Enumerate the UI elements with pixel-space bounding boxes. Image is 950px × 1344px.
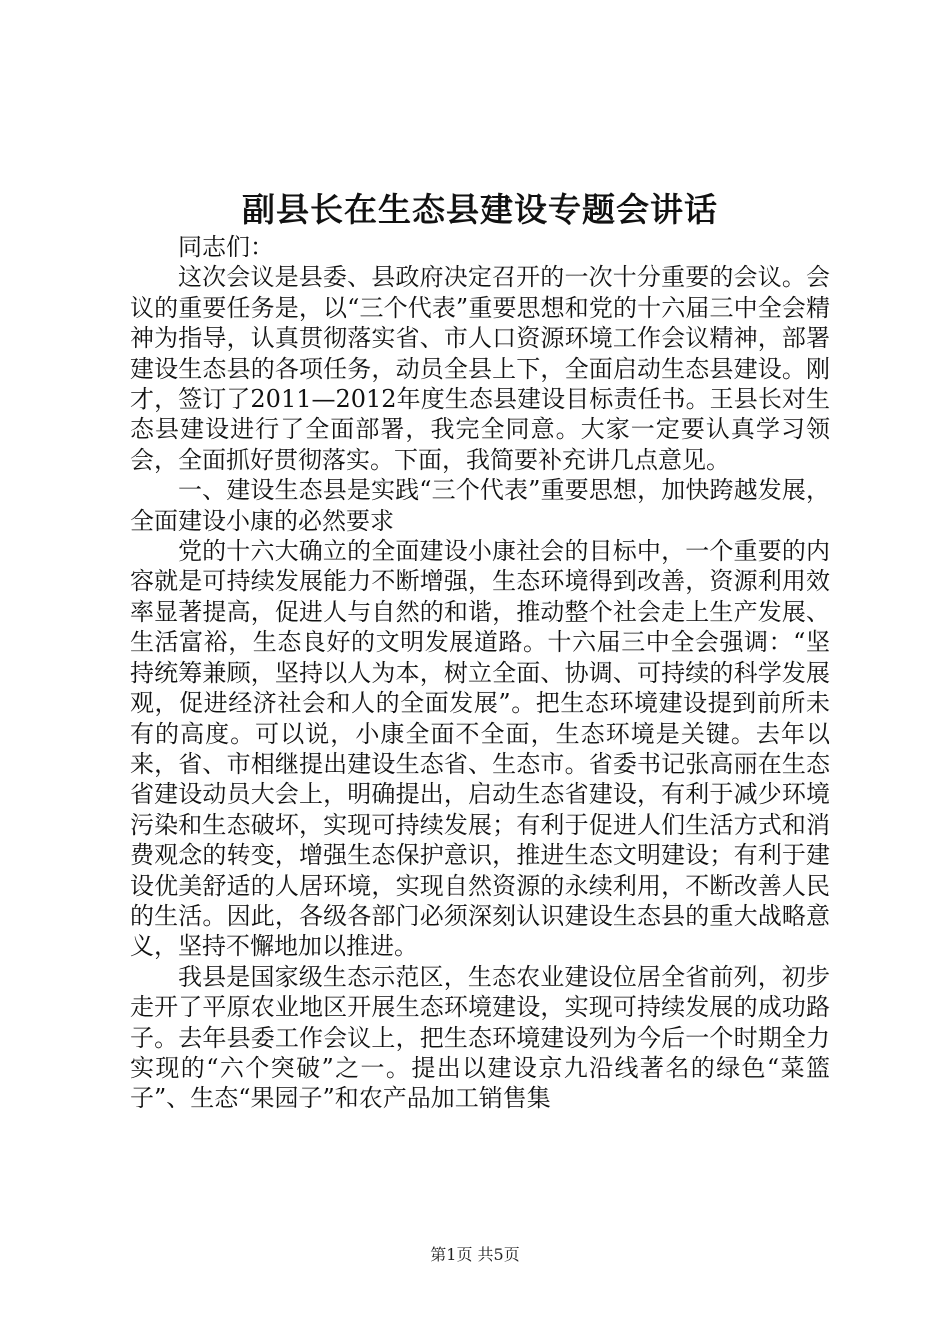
salutation: 同志们： [178, 233, 274, 261]
document-title: 副县长在生态县建设专题会讲话 [242, 190, 718, 229]
page-number-footer: 第1页 共5页 [430, 1245, 520, 1264]
paragraph-1: 这次会议是县委、县政府决定召开的一次十分重要的会议。会议的重要任务是，以“三个代表”重要思想和党的十六届三中全会精神为指导，认真贯彻落实省、市人口资源环境工作会议精神，部署建设生态县的各项任务，动员全县上下，全面启动生态县建设。刚才，签订了2011—2012年度生态县建设目标责任书。王县长对生态县建设进行了全面部署，我完全同意。大家一定要认真学习领会，全面抓好贯彻落实。下面，我简要补充讲几点意见。 [130, 263, 830, 474]
section-heading-1: 一、建设生态县是实践“三个代表”重要思想，加快跨越发展，全面建设小康的必然要求 [130, 476, 830, 535]
paragraph-3: 我县是国家级生态示范区，生态农业建设位居全省前列，初步走开了平原农业地区开展生态环境建设，实现可持续发展的成功路子。去年县委工作会议上，把生态环境建设列为今后一个时期全力实现的“六个突破”之一。提出以建设京九沿线著名的绿色“菜篮子”、生态“果园子”和农产品加工销售集 [130, 962, 830, 1113]
paragraph-2: 党的十六大确立的全面建设小康社会的目标中，一个重要的内容就是可持续发展能力不断增强，生态环境得到改善，资源利用效率显著提高，促进人与自然的和谐，推动整个社会走上生产发展、生活富裕，生态良好的文明发展道路。十六届三中全会强调：“坚持统筹兼顾，坚持以人为本，树立全面、协调、可持续的科学发展观，促进经济社会和人的全面发展”。把生态环境建设提到前所未有的高度。可以说，小康全面不全面，生态环境是关键。去年以来，省、市相继提出建设生态省、生态市。省委书记张高丽在生态省建设动员大会上，明确提出，启动生态省建设，有利于减少环境污染和生态破坏，实现可持续发展；有利于促进人们生活方式和消费观念的转变，增强生态保护意识，推进生态文明建设；有利于建设优美舒适的人居环境，实现自然资源的永续利用，不断改善人民的生活。因此，各级各部门必须深刻认识建设生态县的重大战略意义，坚持不懈地加以推进。 [130, 537, 830, 961]
document-body [130, 232, 830, 1114]
